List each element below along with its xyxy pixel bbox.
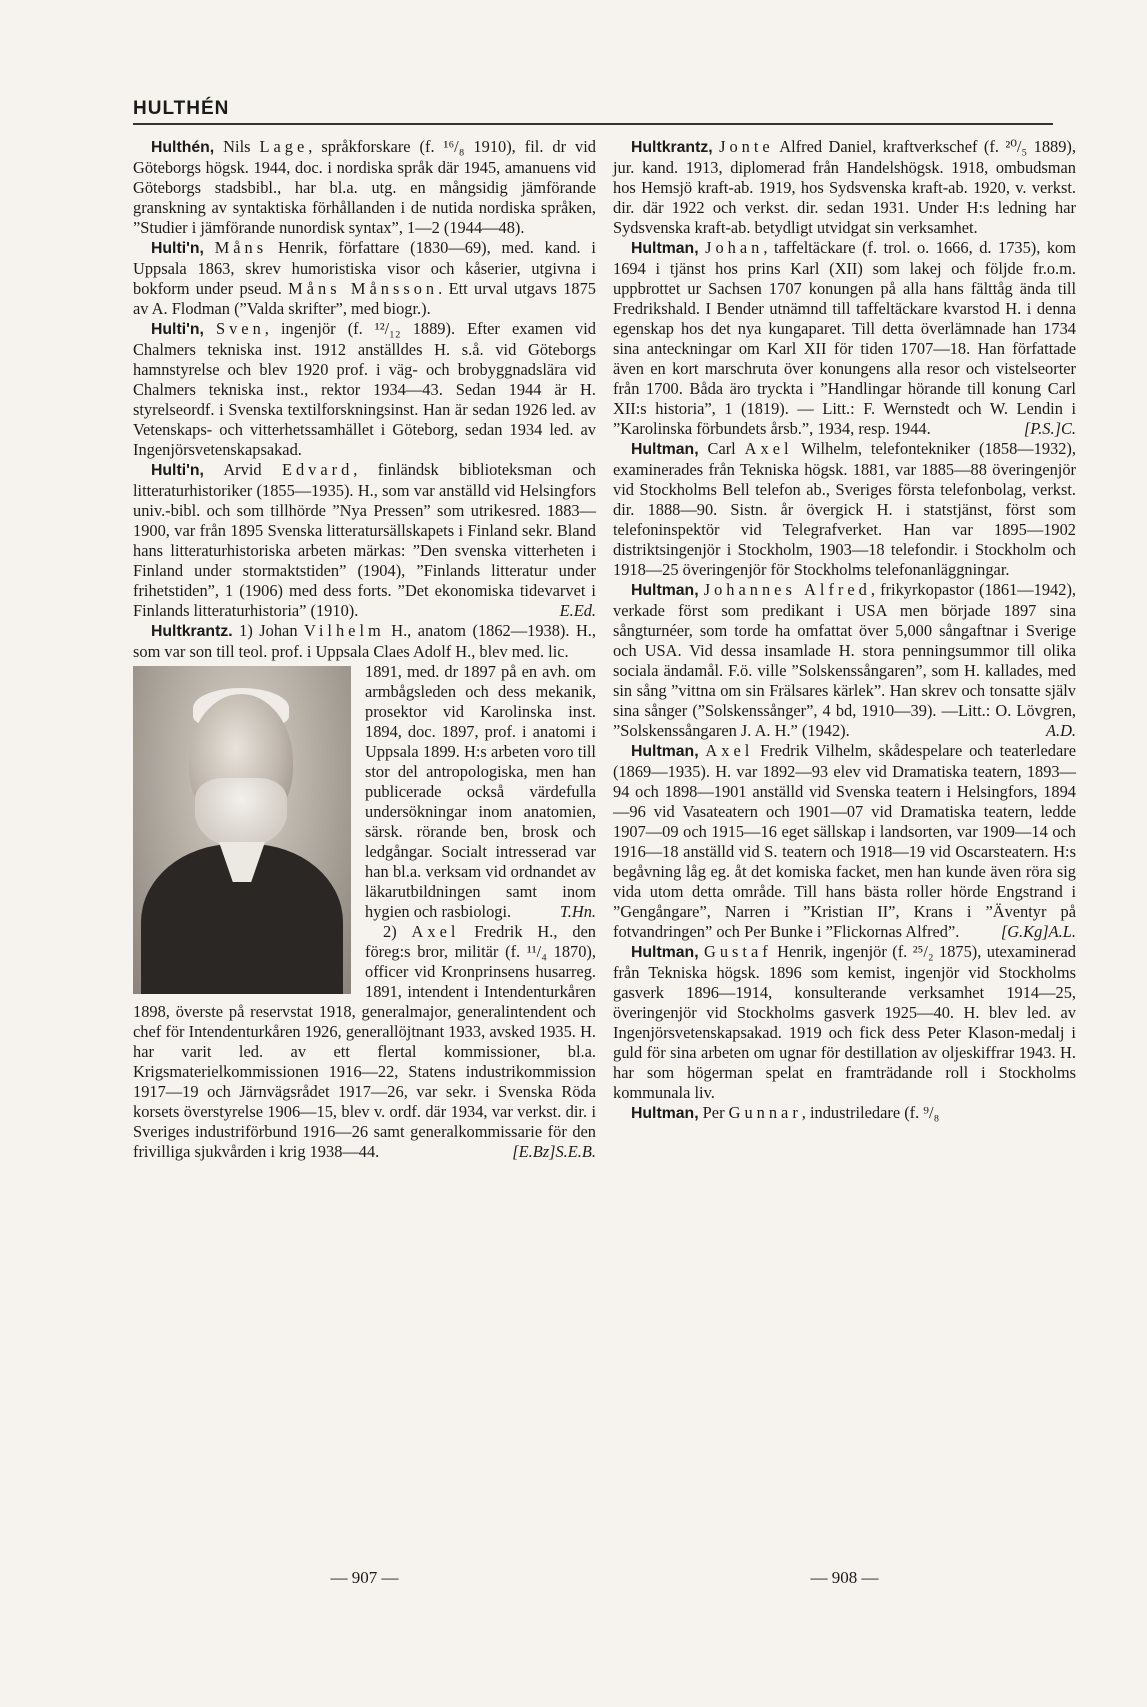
entry-text: 1891, med. dr 1897 på en avh. om armbågsleden och dess mekanik, prosektor vid Karolinska inst. 1894, doc. 1897, prof. i anatomi i Uppsala 1899. H:s arbeten voro till stor del antropologiska, men han publicerade också värdefulla undersökningar inom anatomien, särsk. rörande ben, brosk och ledgångar. Socialt intresserad var han bl.a. verksam vid ordnandet av läkarutbildningen samt inom hygien och rasbiologi. [365, 662, 596, 921]
header-rule [133, 123, 1053, 125]
entry-name-spaced: Edvard [281, 460, 354, 479]
entry [613, 137, 1076, 238]
entry-signature: T.Hn. [559, 902, 596, 921]
entry-text: , taffeltäckare (f. trol. o. 1666, d. 1735), kom 1694 i tjänst hos prins Karl (XII) som lakej och följde fr.o.m. uppbrottet ur Sachsen 1707 konungen på alla hans fälttåg ända till Fredrikshald. I Bender utnämnd till taffeltäckare kvarstod H. i denna egenskap hos det nya kungaparet. Till detta överlämnade han 1734 sina anteckningar om Karl XII för tiden 1707—18. Han författade även en kort marschruta över konungens alla resor och vistelseorter från 1700. Båda äro tryckta i ”Handlingar hörande till konung Carl XII:s historia”, 1 (1819). — Litt.: F. Wernstedt och W. Lendin i ”Karolinska förbundets årsb.”, 1934, resp. 1944. [613, 238, 1076, 438]
entry-headword: Hultman, [631, 944, 699, 961]
entry-signature: A.D. [1045, 721, 1076, 740]
entry-headword: Hultman, [631, 582, 699, 599]
entry [613, 580, 1076, 741]
entry [133, 460, 596, 621]
entry-name-spaced: Johan [705, 238, 764, 257]
entry-name-spaced: Axel [744, 439, 793, 458]
entry-text: Carl [698, 439, 745, 458]
entry-text: , språkforskare (f. ¹⁶/₈ 1910), fil. dr vid Göteborgs högsk. 1944, doc. i nordiska språk där 1945, amanuens vid Göteborgs stadsbibl., har bl.a. utg. en mångsidig jämförande granskning av syntaktiska förhållanden i de nutida nordiska språken, ”Studier i jämförande nunordisk syntax”, 1—2 (1944—48). [133, 137, 596, 237]
entry-headword: Hulthén, [151, 139, 215, 156]
entry-text: , frikyrkopastor (1861—1942), verkade först som predikant i USA men började 1897 sina sångturnéer, som torde ha omfattat över 5,000 sångaftnar i Sverige och USA. Vid dessa insamlade H. stora penningsummor till olika sociala ändamål. F.ö. ville ”Solskenssångaren”, som H. kallades, med sin sång ”vittna om sin Frälsares kärlek”. Han skrev och tonsatte själv sina sånger (”Solskenssånger”, 4 bd, 1910—39). —Litt.: O. Lövgren, ”Solskenssångaren J. A. H.” (1942). [613, 580, 1076, 740]
entry [613, 942, 1076, 1103]
entry-text: , ingenjör (f. ¹²/₁₂ 1889). Efter examen vid Chalmers tekniska inst. 1912 anställdes H. s.å. vid Göteborgs hamnstyrelse och blev 1920 prof. i väg- och brobyggnadslära vid Chalmers tekniska inst., rektor 1934—43. Sedan 1944 är H. styrelseordf. i Svenska textilforskningsinst. Han är sedan 1926 led. av Vetenskaps- och vitterhetssamhället i Göteborg, sedan 1934 led. av Ingenjörsvetenskapsakad. [133, 319, 596, 459]
entry [133, 319, 596, 460]
entry [613, 439, 1076, 580]
entry-text: Fredrik H., den föreg:s bror, militär (f. ¹¹/₄ 1870), officer vid Kronprinsens husarreg. 1891, intendent i Intendenturkåren 1898, överste på reservstat 1918, generalmajor, generalintendent och chef för Intendenturkåren 1926, generallöjtnant 1933, avsked 1935. H. har varit led. av ett flertal kommissioner, bl.a. Krigsmaterielkommissionen 1916—22, Statens industrikommission 1917—19 och Järnvägsrådet 1917—26, var sekr. i Svenska Röda korsets överstyrelse 1906—15, blev v. ordf. där 1934, var verkst. dir. i Sveriges industriförbund 1916—26 samt generalkommissarie för den frivilliga sjukvården i krig 1938—44. [133, 922, 596, 1161]
entry-text: Arvid [203, 460, 282, 479]
entry-text [204, 238, 215, 257]
entry-text: , industriledare (f. ⁹/₈ [801, 1103, 940, 1122]
entry-text: , finländsk biblioteksman och litteraturhistoriker (1855—1935). H., som var anställd vid Helsingfors univ.-bibl. och som tillhörde ”Nya Pressen” som utrikesred. 1883—1900, var från 1895 Svenska litteratursällskapets i Finland sekr. Bland hans litteraturhistoriska arbeten märkas: ”Den svenska vitterheten i Finland under stormaktstiden” (1904), ”Finlands litteratur under frihetstiden”, 1 (1906) med dess forts. ”Det ekonomiska tidevarvet i Finlands litteraturhistoria” (1910). [133, 460, 597, 620]
entry-name-spaced: Axel [411, 922, 460, 941]
entry-text: Fredrik Vilhelm, skådespelare och teaterledare (1869—1935). H. var 1892—93 elev vid Dramatiska teatern, 1893—94 och 1898—1901 anställd vid Svenska teatern i Helsingfors, 1894—96 vid Vasateatern och 1901—07 vid Dramatiska teatern, ledde 1907—09 och 1915—16 eget sällskap i landsorten, var 1909—14 och 1916—18 anställd vid S. teatern och 1918—19 vid Oscarsteatern. H:s begåvning låg eg. åt det komiska facket, men han kunde även röra sig vida utom detta område. Till hans bästa roller hörde Engstrand i ”Gengångare”, Narren i ”Kristian II”, Krans i ”Äventyr på fotvandringen” och Per Bunke i ”Flickornas Alfred”. [613, 741, 1076, 941]
entry-name-spaced: Jonte [719, 137, 774, 156]
entry-name-spaced: Vilhelm [304, 621, 385, 640]
entry-text: Per [698, 1103, 729, 1122]
entry-headword: Hulti'n, [151, 240, 204, 257]
entry-text: . Ett urval utgavs 1875 av A. Flodman (”Valda skrifter”, med biogr.). [133, 279, 596, 318]
entry-text: H., anatom (1862—1938). H., som var son till teol. prof. i Uppsala Claes Adolf H., blev med. lic. [133, 621, 597, 661]
entry-headword: Hultman, [631, 743, 699, 760]
entry-text: Wilhelm, telefontekniker (1858—1932), examinerades från Tekniska högsk. 1881, var 1885—88 överingenjör vid Stockholms Bell telefon ab., Sveriges första telefonbolag, verkst. dir. 1888—90. Sistn. år övergick H. i statstjänst, först som telefoninspektör vid Telegrafverket. Han var 1895—1902 distriktsingenjör i Stockholm, 1903—18 telefondir. i Stockholm och 1918—25 överingenjör för Stockholms telefonanläggningar. [613, 439, 1076, 579]
portrait-beard [195, 778, 287, 848]
entry-name-spaced: Axel [705, 741, 754, 760]
entry [133, 238, 596, 319]
entry-signature: [E.Bz]S.E.B. [512, 1142, 596, 1161]
entry-headword: Hultkrantz. [151, 623, 233, 640]
left-column [133, 137, 596, 1162]
entry-signature: [G.Kg]A.L. [1000, 922, 1076, 941]
entry-name-spaced: Måns [214, 238, 268, 257]
entry-headword: Hulti'n, [151, 321, 204, 338]
running-head: HULTHÉN [133, 98, 230, 119]
entry [133, 137, 596, 238]
portrait-photo [133, 666, 351, 994]
entry-text: Alfred Daniel, kraftverkschef (f. ²⁰/₅ 1889), jur. kand. 1913, diplomerad från Handelshögsk. 1918, ombudsman hos Hemsjö kraft-ab. 1919, hos Sydsvenska kraft-ab. 1920, v. verkst. dir. där 1922 och verkst. dir. sedan 1931. Under H:s ledning har Sydsvenska kraft-ab. betydligt utvidgat sin verksamhet. [613, 137, 1076, 237]
entry-name-spaced: Måns Månsson [288, 279, 439, 298]
entry-text: 1) Johan [232, 621, 305, 640]
entry-headword: Hultman, [631, 240, 699, 257]
right-column [613, 137, 1076, 1124]
entry [613, 238, 1076, 439]
entry-name-spaced: Sven [215, 319, 265, 338]
entry-text: Henrik, författare (1830—69), med. kand. i Uppsala 1863, skrev humoristiska visor och kåserier, utgivna i bokform under pseud. [133, 238, 596, 298]
entry-headword: Hultkrantz, [631, 139, 713, 156]
entry-text: Nils [214, 137, 260, 156]
entry-signature: E.Ed. [559, 601, 596, 620]
entry-text [204, 319, 216, 338]
entry-name-spaced: Johannes Alfred [703, 580, 871, 599]
entry-continuation [133, 662, 596, 922]
entry-headword: Hultman, [631, 1105, 699, 1122]
entry [133, 621, 596, 662]
entry-text: 2) [383, 922, 412, 941]
entry-name-spaced: Lage [259, 137, 309, 156]
entry-headword: Hultman, [631, 441, 699, 458]
entry-text: Henrik, ingenjör (f. ²⁵/₂ 1875), utexaminerad från Tekniska högsk. 1896 som kemist, ingenjör vid Stockholms gasverk 1896—1914, konsulterande verksamhet 1914—25, överingenjör vid Stockholms gasverk 1925—40. H. blev led. av Ingenjörsvetenskapsakad. 1919 och fick dess Peter Klason-medalj i guld för sina arbeten om ugnar för destillation av oljeskiffrar 1943. H. har som högerman spelat en framträdande roll i Stockholms kommunala liv. [613, 942, 1076, 1102]
entry-headword: Hulti'n, [151, 462, 204, 479]
page-number-left: — 907 — [330, 1568, 399, 1587]
page-number-right: — 908 — [810, 1568, 879, 1587]
entry [613, 741, 1076, 942]
entry [613, 1103, 1076, 1124]
entry-name-spaced: Gustaf [704, 942, 772, 961]
entry-signature: [P.S.]C. [1023, 419, 1076, 438]
entry-name-spaced: Gunnar [728, 1103, 802, 1122]
